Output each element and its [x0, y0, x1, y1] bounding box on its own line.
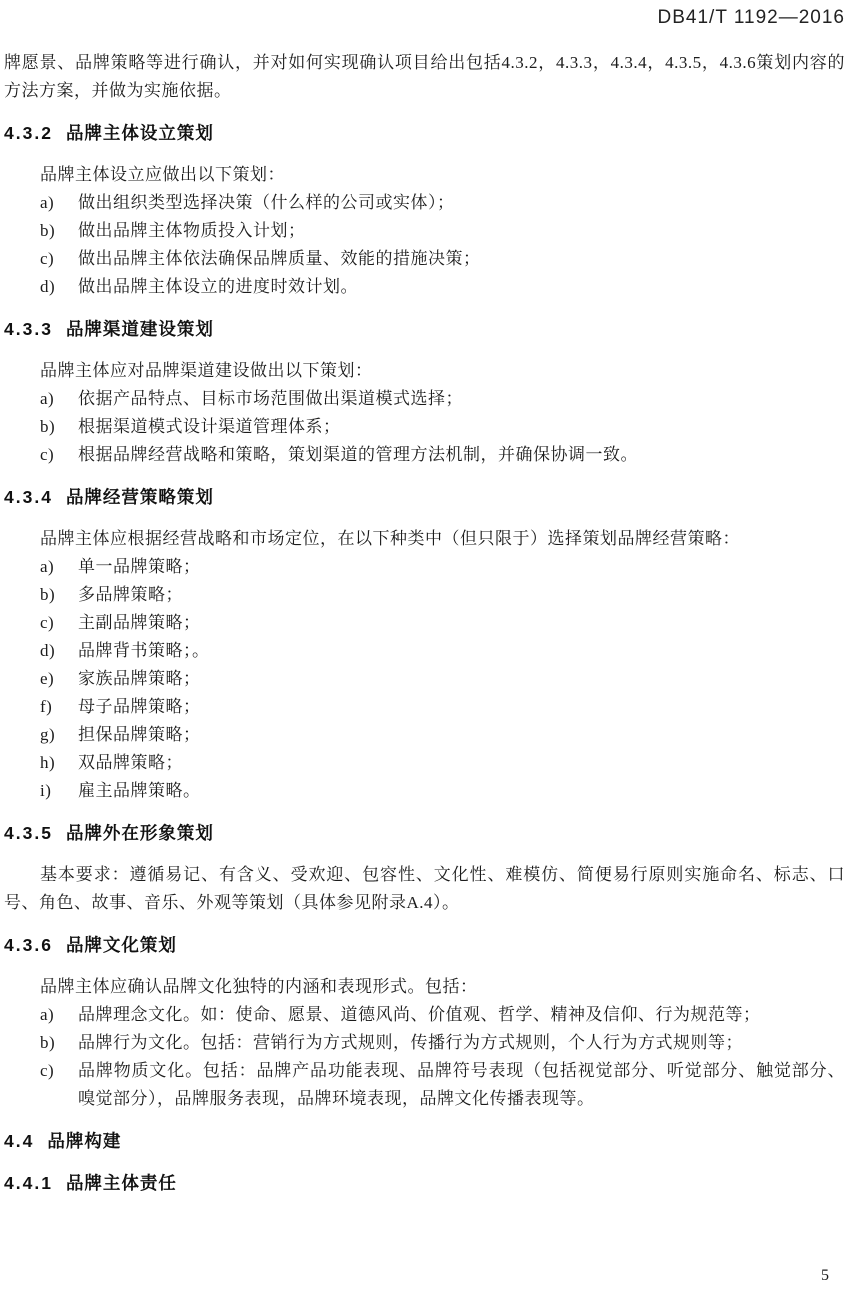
list-item-text: 根据渠道模式设计渠道管理体系； — [78, 417, 341, 436]
section-title: 品牌文化策划 — [65, 935, 177, 955]
list-item-text: 做出品牌主体物质投入计划； — [78, 221, 306, 240]
list-item — [4, 777, 845, 805]
section-heading-4-3-4 — [4, 483, 845, 511]
section-heading-4-3-3 — [4, 315, 845, 343]
list-item-text: 主副品牌策略； — [78, 613, 201, 632]
list-item-letter: b) — [40, 585, 56, 604]
list-item-letter: h) — [40, 753, 56, 772]
list-item-letter: a) — [40, 193, 55, 212]
list-item-text: 品牌背书策略；。 — [78, 641, 210, 660]
list-item-text: 做出组织类型选择决策（什么样的公司或实体）； — [78, 193, 455, 212]
list-item-letter: f) — [40, 697, 53, 716]
section-list — [4, 1001, 845, 1113]
list-item — [4, 245, 845, 273]
list-item-text: 品牌理念文化。如：使命、愿景、道德风尚、价值观、哲学、精神及信仰、行为规范等； — [78, 1005, 761, 1024]
list-item — [4, 413, 845, 441]
list-item-text: 多品牌策略； — [78, 585, 183, 604]
list-item-text: 根据品牌经营战略和策略，策划渠道的管理方法机制，并确保协调一致。 — [78, 445, 638, 464]
section-title: 品牌经营策略策划 — [65, 487, 214, 507]
list-item-text: 母子品牌策略； — [78, 697, 201, 716]
list-item — [4, 1057, 845, 1113]
list-item — [4, 665, 845, 693]
section-list — [4, 385, 845, 469]
list-item-text: 单一品牌策略； — [78, 557, 201, 576]
section-intro: 品牌主体应对品牌渠道建设做出以下策划： — [40, 361, 373, 380]
list-item-letter: i) — [40, 781, 52, 800]
section-number: 4.4 — [4, 1131, 35, 1151]
list-item-letter: d) — [40, 277, 56, 296]
list-item-text: 双品牌策略； — [78, 753, 183, 772]
list-item-text: 做出品牌主体设立的进度时效计划。 — [78, 277, 358, 296]
section-number: 4.3.5 — [4, 823, 53, 843]
section-heading-4-3-6 — [4, 931, 845, 959]
list-item — [4, 749, 845, 777]
list-item-text: 品牌物质文化。包括：品牌产品功能表现、品牌符号表现（包括视觉部分、听觉部分、触觉部分、嗅觉部分），品牌服务表现，品牌环境表现，品牌文化传播表现等。 — [78, 1061, 845, 1108]
list-item — [4, 553, 845, 581]
list-item-text: 品牌行为文化。包括：营销行为方式规则，传播行为方式规则，个人行为方式规则等； — [78, 1033, 743, 1052]
list-item — [4, 441, 845, 469]
list-item-letter: c) — [40, 249, 55, 268]
list-item-text: 雇主品牌策略。 — [78, 781, 201, 800]
section-number: 4.3.4 — [4, 487, 53, 507]
section-title: 品牌主体责任 — [65, 1173, 177, 1193]
list-item — [4, 637, 845, 665]
section-heading-4-4 — [4, 1127, 845, 1155]
section-body: 基本要求：遵循易记、有含义、受欢迎、包容性、文化性、难模仿、简便易行原则实施命名、标志、口号、角色、故事、音乐、外观等策划（具体参见附录A.4）。 — [4, 865, 845, 912]
list-item-letter: a) — [40, 557, 55, 576]
list-item-letter: b) — [40, 417, 56, 436]
section-list — [4, 189, 845, 301]
section-intro: 品牌主体应根据经营战略和市场定位，在以下种类中（但只限于）选择策划品牌经营策略： — [40, 529, 740, 548]
continuation-paragraph: 牌愿景、品牌策略等进行确认，并对如何实现确认项目给出包括4.3.2，4.3.3，4.3.4，4.3.5，4.3.6策划内容的方法方案，并做为实施依据。 — [4, 53, 845, 100]
page-header — [4, 8, 845, 28]
list-item-letter: g) — [40, 725, 56, 744]
section-intro: 品牌主体应确认品牌文化独特的内涵和表现形式。包括： — [40, 977, 478, 996]
list-item — [4, 609, 845, 637]
list-item-text: 担保品牌策略； — [78, 725, 201, 744]
list-item — [4, 1029, 845, 1057]
list-item — [4, 273, 845, 301]
section-number: 4.4.1 — [4, 1173, 53, 1193]
section-number: 4.3.6 — [4, 935, 53, 955]
list-item-text: 家族品牌策略； — [78, 669, 201, 688]
list-item-text: 依据产品特点、目标市场范围做出渠道模式选择； — [78, 389, 463, 408]
list-item-letter: e) — [40, 669, 55, 688]
section-heading-4-3-2 — [4, 119, 845, 147]
list-item — [4, 1001, 845, 1029]
section-title: 品牌渠道建设策划 — [65, 319, 214, 339]
section-number: 4.3.3 — [4, 319, 53, 339]
section-title: 品牌外在形象策划 — [65, 823, 214, 843]
page-number: 5 — [821, 1267, 829, 1284]
list-item — [4, 581, 845, 609]
list-item — [4, 217, 845, 245]
section-title: 品牌主体设立策划 — [65, 123, 214, 143]
list-item-letter: a) — [40, 389, 55, 408]
section-title: 品牌构建 — [47, 1131, 122, 1151]
list-item-letter: c) — [40, 1061, 55, 1080]
list-item-text: 做出品牌主体依法确保品牌质量、效能的措施决策； — [78, 249, 481, 268]
list-item-letter: c) — [40, 445, 55, 464]
section-heading-4-4-1 — [4, 1169, 845, 1197]
list-item-letter: b) — [40, 1033, 56, 1052]
section-list — [4, 553, 845, 805]
list-item-letter: a) — [40, 1005, 55, 1024]
list-item — [4, 385, 845, 413]
list-item — [4, 721, 845, 749]
list-item-letter: c) — [40, 613, 55, 632]
section-intro: 品牌主体设立应做出以下策划： — [40, 165, 285, 184]
section-heading-4-3-5 — [4, 819, 845, 847]
list-item-letter: d) — [40, 641, 56, 660]
list-item-letter: b) — [40, 221, 56, 240]
doc-number: DB41/T 1192—2016 — [657, 7, 845, 28]
section-number: 4.3.2 — [4, 123, 53, 143]
list-item — [4, 189, 845, 217]
list-item — [4, 693, 845, 721]
